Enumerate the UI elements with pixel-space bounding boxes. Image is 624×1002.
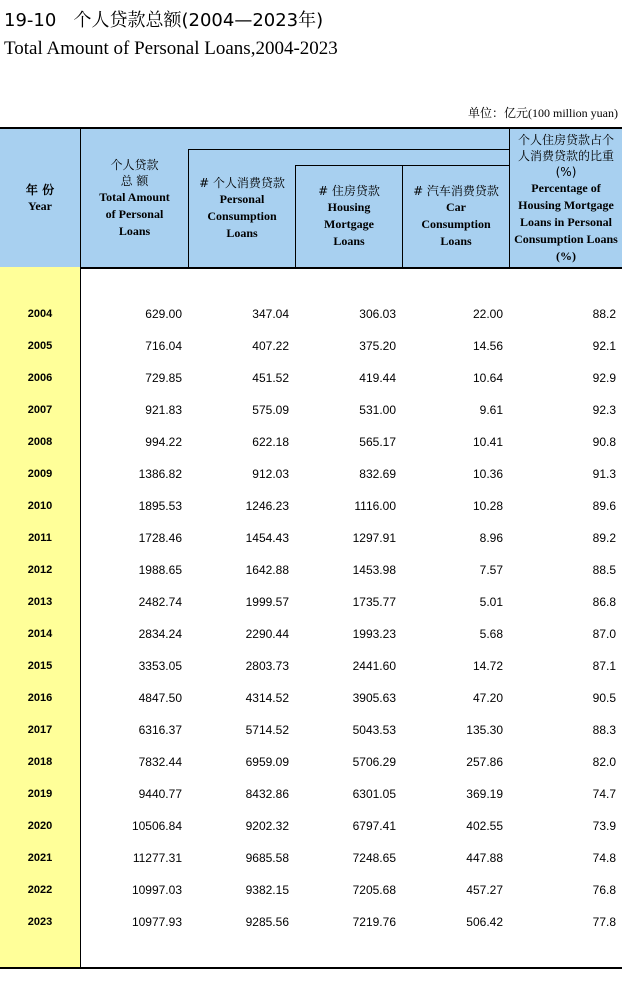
table-row: [0, 618, 622, 650]
cell-car: 10.28: [472, 499, 503, 513]
cell-car: 10.64: [472, 371, 503, 385]
cell-car: 8.96: [479, 531, 503, 545]
cell-total: 1386.82: [138, 467, 182, 481]
cell-year: 2018: [27, 756, 53, 768]
header-consumption-en-3: Loans: [226, 225, 258, 240]
cell-percentage: 92.9: [592, 371, 616, 385]
cell-consumption: 1642.88: [245, 563, 289, 577]
table-row: [0, 330, 622, 362]
cell-total: 1988.65: [138, 563, 182, 577]
cell-housing: 1735.77: [352, 595, 396, 609]
header-car-cn: # 汽车消费贷款: [413, 183, 499, 198]
cell-housing: 832.69: [359, 467, 396, 481]
cell-percentage: 90.8: [592, 435, 616, 449]
cell-percentage: 76.8: [592, 883, 616, 897]
cell-year: 2011: [28, 532, 52, 544]
title-chinese-text: 个人贷款总额(2004—2023年): [73, 10, 324, 31]
header-year-cn: 年 份: [25, 182, 55, 197]
cell-consumption: 1454.43: [245, 531, 289, 545]
cell-year: 2016: [27, 692, 53, 704]
header-year-en: Year: [28, 198, 52, 213]
cell-percentage: 82.0: [592, 755, 616, 769]
cell-car: 9.61: [479, 403, 503, 417]
cell-total: 10977.93: [131, 915, 182, 929]
header-pct-en-3: Loans in Personal: [519, 214, 612, 229]
cell-housing: 7205.68: [352, 883, 396, 897]
cell-consumption: 9382.15: [245, 883, 289, 897]
table-row: [0, 458, 622, 490]
cell-car: 5.01: [479, 595, 503, 609]
table-row: [0, 714, 622, 746]
cell-housing: 2441.60: [352, 659, 396, 673]
table-bottom-rule: [0, 967, 622, 969]
cell-year: 2004: [27, 308, 53, 320]
table-row: [0, 362, 622, 394]
cell-year: 2021: [27, 852, 53, 864]
cell-year: 2007: [27, 404, 53, 416]
cell-car: 457.27: [466, 883, 503, 897]
cell-year: 2017: [27, 724, 53, 736]
cell-housing: 1993.23: [352, 627, 396, 641]
table-row: [0, 490, 622, 522]
cell-total: 2834.24: [138, 627, 182, 641]
cell-year: 2023: [27, 916, 53, 928]
cell-car: 7.57: [479, 563, 503, 577]
cell-total: 2482.74: [138, 595, 182, 609]
cell-percentage: 89.2: [592, 531, 616, 545]
cell-percentage: 92.1: [592, 339, 616, 353]
cell-percentage: 88.2: [592, 307, 616, 321]
header-divider: [295, 165, 296, 267]
cell-housing: 306.03: [359, 307, 396, 321]
header-pct-en-5: (%): [556, 248, 576, 263]
cell-year: 2008: [27, 436, 53, 448]
header-total: [81, 129, 188, 267]
cell-housing: 565.17: [359, 435, 396, 449]
header-pct-en-4: Consumption Loans: [514, 231, 618, 246]
cell-percentage: 87.0: [592, 627, 616, 641]
cell-housing: 5043.53: [352, 723, 396, 737]
cell-year: 2019: [27, 788, 53, 800]
cell-consumption: 451.52: [252, 371, 289, 385]
header-pct-en-2: Housing Mortgage: [518, 197, 614, 212]
cell-total: 629.00: [145, 307, 182, 321]
header-total-en-1: Total Amount: [99, 189, 170, 204]
cell-car: 14.72: [472, 659, 503, 673]
cell-consumption: 4314.52: [245, 691, 289, 705]
cell-car: 5.68: [479, 627, 503, 641]
header-car-en-2: Consumption: [421, 216, 491, 231]
cell-car: 257.86: [466, 755, 503, 769]
table-title-chinese: [4, 6, 323, 32]
unit-label: [468, 104, 618, 121]
header-housing-en-3: Loans: [333, 233, 365, 248]
table-header: [0, 127, 622, 269]
header-total-cn-2: 总 额: [120, 173, 149, 188]
cell-consumption: 5714.52: [245, 723, 289, 737]
cell-percentage: 88.5: [592, 563, 616, 577]
table-row: [0, 874, 622, 906]
cell-consumption: 575.09: [252, 403, 289, 417]
header-year: [0, 129, 80, 267]
header-car-en-3: Loans: [440, 233, 472, 248]
cell-car: 506.42: [466, 915, 503, 929]
cell-total: 10997.03: [131, 883, 182, 897]
header-total-en-2: of Personal: [105, 206, 164, 221]
cell-total: 716.04: [145, 339, 182, 353]
cell-total: 1895.53: [138, 499, 182, 513]
cell-consumption: 9285.56: [245, 915, 289, 929]
table-row: [0, 650, 622, 682]
cell-total: 11277.31: [132, 851, 182, 865]
cell-percentage: 74.7: [592, 787, 616, 801]
cell-percentage: 74.8: [592, 851, 616, 865]
table-row: [0, 906, 622, 938]
cell-car: 369.19: [466, 787, 503, 801]
cell-total: 4847.50: [138, 691, 182, 705]
cell-consumption: 8432.86: [245, 787, 289, 801]
table-title-english: Total Amount of Personal Loans,2004-2023: [4, 38, 338, 59]
header-consumption-en-1: Personal: [219, 191, 265, 206]
table-row: [0, 682, 622, 714]
table-row: [0, 842, 622, 874]
cell-housing: 3905.63: [352, 691, 396, 705]
cell-consumption: 9202.32: [245, 819, 289, 833]
cell-percentage: 86.8: [592, 595, 616, 609]
cell-year: 2009: [27, 468, 53, 480]
cell-percentage: 92.3: [592, 403, 616, 417]
cell-total: 994.22: [145, 435, 182, 449]
table-row: [0, 554, 622, 586]
cell-housing: 6301.05: [352, 787, 396, 801]
cell-car: 47.20: [472, 691, 503, 705]
header-housing: [296, 165, 402, 267]
cell-housing: 6797.41: [352, 819, 396, 833]
cell-percentage: 77.8: [592, 915, 616, 929]
cell-car: 14.56: [472, 339, 503, 353]
header-housing-en-1: Housing: [327, 199, 371, 214]
cell-percentage: 73.9: [592, 819, 616, 833]
cell-consumption: 1246.23: [245, 499, 289, 513]
table-row: [0, 522, 622, 554]
cell-car: 10.41: [472, 435, 503, 449]
header-consumption-cn: # 个人消费贷款: [199, 175, 285, 190]
header-car: [403, 165, 509, 267]
cell-consumption: 912.03: [252, 467, 289, 481]
cell-car: 402.55: [466, 819, 503, 833]
cell-percentage: 89.6: [592, 499, 616, 513]
cell-total: 6316.37: [138, 723, 182, 737]
header-divider: [80, 129, 81, 267]
cell-consumption: 1999.57: [245, 595, 289, 609]
cell-year: 2022: [27, 884, 53, 896]
cell-housing: 7248.65: [352, 851, 396, 865]
header-car-en-1: Car: [446, 199, 466, 214]
unit-chinese: 单位：亿元: [467, 106, 528, 120]
header-divider: [295, 165, 509, 166]
header-pct-cn-3: (%): [555, 164, 577, 179]
cell-year: 2012: [27, 564, 53, 576]
cell-percentage: 87.1: [592, 659, 616, 673]
cell-year: 2020: [27, 820, 53, 832]
header-divider: [402, 165, 403, 267]
cell-car: 447.88: [466, 851, 503, 865]
cell-year: 2015: [27, 660, 53, 672]
cell-consumption: 407.22: [252, 339, 289, 353]
cell-housing: 1453.98: [352, 563, 396, 577]
table-row: [0, 746, 622, 778]
table-row: [0, 298, 622, 330]
header-consumption: [189, 149, 295, 267]
cell-percentage: 90.5: [592, 691, 616, 705]
cell-housing: 5706.29: [352, 755, 396, 769]
cell-housing: 7219.76: [352, 915, 396, 929]
cell-total: 3353.05: [138, 659, 182, 673]
header-housing-en-2: Mortgage: [324, 216, 374, 231]
cell-housing: 531.00: [359, 403, 396, 417]
header-pct-cn-1: 个人住房贷款占个: [517, 132, 614, 147]
cell-housing: 375.20: [359, 339, 396, 353]
header-pct-en-1: Percentage of: [531, 180, 601, 195]
cell-total: 7832.44: [138, 755, 182, 769]
header-consumption-en-2: Consumption: [207, 208, 277, 223]
cell-year: 2013: [27, 596, 53, 608]
cell-total: 9440.77: [138, 787, 182, 801]
cell-consumption: 347.04: [252, 307, 289, 321]
table-row: [0, 586, 622, 618]
cell-total: 10506.84: [131, 819, 182, 833]
table-row: [0, 778, 622, 810]
cell-car: 135.30: [466, 723, 503, 737]
cell-year: 2005: [27, 340, 53, 352]
table-row: [0, 394, 622, 426]
cell-consumption: 9685.58: [245, 851, 289, 865]
table-row: [0, 426, 622, 458]
header-divider: [509, 129, 510, 267]
cell-consumption: 2290.44: [245, 627, 289, 641]
cell-year: 2010: [27, 500, 53, 512]
cell-year: 2006: [27, 372, 53, 384]
header-total-cn-1: 个人贷款: [110, 157, 159, 172]
header-percentage: [510, 129, 622, 267]
header-housing-cn: # 住房贷款: [318, 183, 380, 198]
cell-housing: 1297.91: [352, 531, 396, 545]
cell-consumption: 6959.09: [245, 755, 289, 769]
cell-car: 22.00: [472, 307, 503, 321]
table-number: 19-10: [4, 10, 57, 31]
header-divider: [188, 149, 189, 267]
header-divider: [188, 149, 509, 150]
cell-total: 1728.46: [138, 531, 182, 545]
cell-year: 2014: [27, 628, 53, 640]
cell-consumption: 2803.73: [245, 659, 289, 673]
cell-percentage: 88.3: [592, 723, 616, 737]
unit-english: (100 million yuan): [528, 106, 618, 120]
cell-housing: 1116.00: [354, 499, 396, 513]
cell-housing: 419.44: [359, 371, 396, 385]
header-total-en-3: Loans: [118, 223, 151, 238]
header-pct-cn-2: 人消费贷款的比重: [517, 148, 614, 163]
cell-percentage: 91.3: [592, 467, 616, 481]
cell-car: 10.36: [472, 467, 503, 481]
cell-total: 921.83: [145, 403, 182, 417]
cell-total: 729.85: [145, 371, 182, 385]
table-row: [0, 810, 622, 842]
cell-consumption: 622.18: [252, 435, 289, 449]
